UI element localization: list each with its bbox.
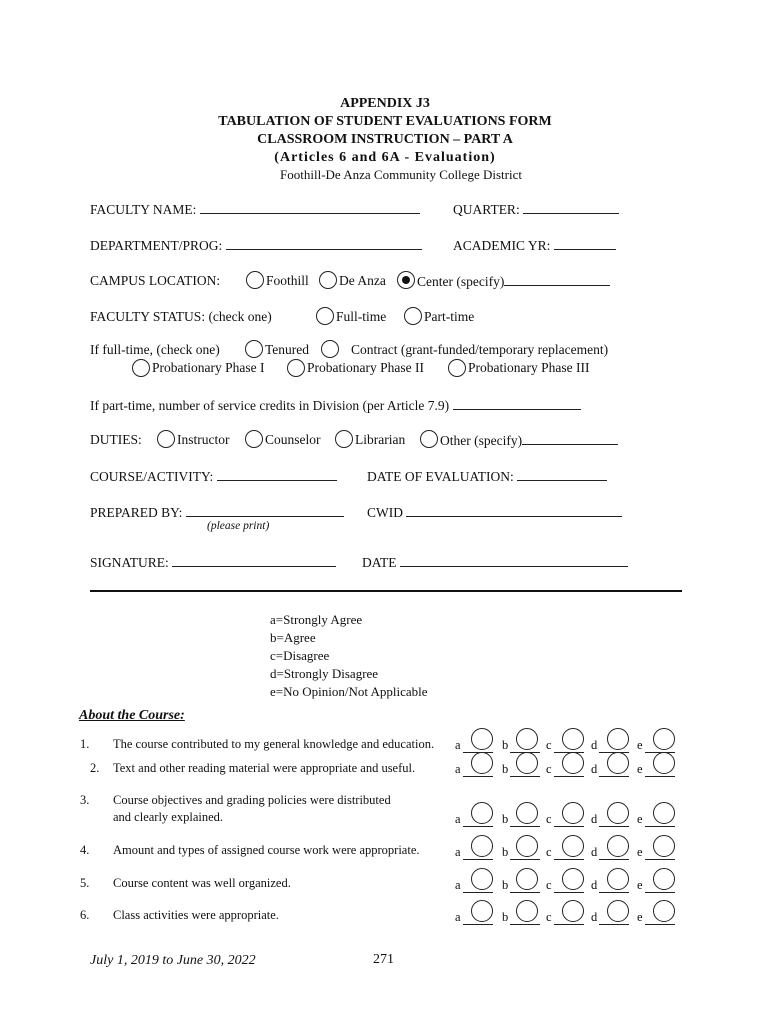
- question-text-continued: and clearly explained.: [113, 810, 224, 824]
- answer-c-radio[interactable]: [562, 900, 584, 922]
- answer-d-radio[interactable]: [607, 835, 629, 857]
- tenured-label: Tenured: [265, 342, 310, 357]
- duty-other-field[interactable]: [440, 432, 618, 449]
- option-underline: [510, 776, 540, 777]
- option-underline: [510, 859, 540, 860]
- contract-radio[interactable]: [321, 340, 339, 358]
- option-letter-d: d: [591, 878, 598, 892]
- option-letter-e: e: [637, 910, 643, 924]
- prepared-by-label: PREPARED BY:: [90, 505, 183, 520]
- option-letter-b: b: [502, 762, 509, 776]
- campus-center-label: Center (specify): [417, 274, 505, 289]
- articles-line: (Articles 6 and 6A - Evaluation): [274, 150, 496, 165]
- duty-librarian-label: Librarian: [355, 432, 406, 447]
- answer-a-radio[interactable]: [471, 728, 493, 750]
- option-letter-a: a: [455, 738, 461, 752]
- option-letter-c: c: [546, 910, 552, 924]
- course-activity-label: COURSE/ACTIVITY:: [90, 469, 214, 484]
- appendix-title: APPENDIX J3: [340, 96, 430, 111]
- answer-c-radio[interactable]: [562, 802, 584, 824]
- answer-b-radio[interactable]: [516, 728, 538, 750]
- duty-other-label: Other (specify): [440, 433, 523, 448]
- duty-other-radio[interactable]: [420, 430, 438, 448]
- legend-b: b=Agree: [270, 630, 316, 645]
- answer-b-radio[interactable]: [516, 868, 538, 890]
- option-letter-a: a: [455, 812, 461, 826]
- department-field[interactable]: [90, 237, 422, 254]
- answer-e-radio[interactable]: [653, 835, 675, 857]
- probation-3-radio[interactable]: [448, 359, 466, 377]
- quarter-input[interactable]: [523, 201, 619, 214]
- legend-d: d=Strongly Disagree: [270, 666, 379, 681]
- answer-d-radio[interactable]: [607, 728, 629, 750]
- question-text: The course contributed to my general knowledge and education.: [113, 737, 435, 751]
- parttime-credits-field[interactable]: [90, 397, 581, 414]
- date-field[interactable]: [362, 554, 628, 571]
- question-number: 4.: [80, 843, 90, 857]
- option-underline: [599, 892, 629, 893]
- option-underline: [510, 924, 540, 925]
- form-subtitle: CLASSROOM INSTRUCTION – PART A: [257, 132, 513, 147]
- duty-librarian-radio[interactable]: [335, 430, 353, 448]
- answer-a-radio[interactable]: [471, 752, 493, 774]
- duty-counselor-radio[interactable]: [245, 430, 263, 448]
- answer-a-radio[interactable]: [471, 868, 493, 890]
- campus-deanza-radio[interactable]: [319, 271, 337, 289]
- status-fulltime-label: Full-time: [336, 309, 387, 324]
- legend-e: e=No Opinion/Not Applicable: [270, 684, 428, 699]
- campus-center-field[interactable]: [417, 273, 610, 290]
- option-underline: [554, 924, 584, 925]
- option-underline: [645, 859, 675, 860]
- answer-e-radio[interactable]: [653, 900, 675, 922]
- option-letter-e: e: [637, 738, 643, 752]
- course-activity-input[interactable]: [217, 468, 337, 481]
- campus-foothill-radio[interactable]: [246, 271, 264, 289]
- answer-a-radio[interactable]: [471, 900, 493, 922]
- option-letter-c: c: [546, 738, 552, 752]
- prepared-by-input[interactable]: [186, 504, 344, 517]
- option-letter-d: d: [591, 910, 598, 924]
- parttime-credits-input[interactable]: [453, 397, 581, 410]
- question-number: 2.: [90, 761, 100, 775]
- cwid-label: CWID: [367, 505, 403, 520]
- footer-dates: July 1, 2019 to June 30, 2022: [90, 953, 256, 968]
- signature-field[interactable]: [90, 554, 336, 571]
- tenured-radio[interactable]: [245, 340, 263, 358]
- contract-label: Contract (grant-funded/temporary replacement): [351, 342, 609, 357]
- department-label: DEPARTMENT/PROG:: [90, 238, 223, 253]
- signature-input[interactable]: [172, 554, 336, 567]
- answer-e-radio[interactable]: [653, 752, 675, 774]
- answer-d-radio[interactable]: [607, 752, 629, 774]
- please-print-note: (please print): [207, 520, 270, 532]
- question-text: Course objectives and grading policies were distributed: [113, 793, 391, 807]
- option-underline: [463, 776, 493, 777]
- campus-location-label: CAMPUS LOCATION:: [90, 273, 221, 288]
- legend-a: a=Strongly Agree: [270, 612, 363, 627]
- option-letter-d: d: [591, 812, 598, 826]
- option-underline: [645, 892, 675, 893]
- section-title: About the Course:: [79, 708, 185, 723]
- quarter-field[interactable]: [453, 201, 619, 218]
- fulltime-label: If full-time, (check one): [90, 342, 220, 357]
- option-letter-a: a: [455, 878, 461, 892]
- option-underline: [554, 776, 584, 777]
- campus-deanza-label: De Anza: [339, 273, 386, 288]
- academic-yr-label: ACADEMIC YR:: [453, 238, 551, 253]
- status-fulltime-radio[interactable]: [316, 307, 334, 325]
- option-underline: [554, 892, 584, 893]
- date-input[interactable]: [400, 554, 628, 567]
- cwid-field[interactable]: [367, 504, 622, 521]
- option-letter-d: d: [591, 762, 598, 776]
- option-letter-b: b: [502, 812, 509, 826]
- probation-3-label: Probationary Phase III: [468, 360, 590, 375]
- option-letter-b: b: [502, 845, 509, 859]
- course-activity-field[interactable]: [90, 468, 337, 485]
- option-letter-e: e: [637, 878, 643, 892]
- answer-a-radio[interactable]: [471, 802, 493, 824]
- option-letter-c: c: [546, 845, 552, 859]
- option-underline: [463, 892, 493, 893]
- status-parttime-label: Part-time: [424, 309, 475, 324]
- faculty-name-label: FACULTY NAME:: [90, 202, 197, 217]
- answer-b-radio[interactable]: [516, 835, 538, 857]
- option-underline: [463, 924, 493, 925]
- option-underline: [599, 924, 629, 925]
- option-letter-c: c: [546, 878, 552, 892]
- option-underline: [599, 826, 629, 827]
- question-number: 6.: [80, 908, 90, 922]
- probation-2-radio[interactable]: [287, 359, 305, 377]
- question-number: 1.: [80, 737, 90, 751]
- date-label: DATE: [362, 555, 397, 570]
- question-number: 3.: [80, 793, 90, 807]
- option-letter-c: c: [546, 762, 552, 776]
- answer-e-radio[interactable]: [653, 802, 675, 824]
- answer-d-radio[interactable]: [607, 802, 629, 824]
- option-letter-d: d: [591, 738, 598, 752]
- answer-b-radio[interactable]: [516, 752, 538, 774]
- faculty-name-field[interactable]: [90, 201, 420, 218]
- quarter-label: QUARTER:: [453, 202, 520, 217]
- page-number: 271: [373, 952, 394, 967]
- campus-center-input[interactable]: [504, 273, 610, 286]
- option-underline: [554, 859, 584, 860]
- question-text: Amount and types of assigned course work were appropriate.: [113, 843, 420, 857]
- campus-center-radio[interactable]: [397, 271, 415, 289]
- answer-d-radio[interactable]: [607, 868, 629, 890]
- answer-c-radio[interactable]: [562, 728, 584, 750]
- duties-label: DUTIES:: [90, 432, 142, 447]
- duty-instructor-label: Instructor: [177, 432, 230, 447]
- signature-label: SIGNATURE:: [90, 555, 169, 570]
- option-underline: [463, 859, 493, 860]
- duty-other-input[interactable]: [522, 432, 618, 445]
- question-text: Course content was well organized.: [113, 876, 291, 890]
- date-of-eval-label: DATE OF EVALUATION:: [367, 469, 514, 484]
- section-divider: [90, 590, 682, 592]
- option-underline: [599, 859, 629, 860]
- option-underline: [645, 826, 675, 827]
- question-number: 5.: [80, 876, 90, 890]
- faculty-name-input[interactable]: [200, 201, 420, 214]
- option-letter-e: e: [637, 845, 643, 859]
- probation-2-label: Probationary Phase II: [307, 360, 424, 375]
- option-letter-a: a: [455, 762, 461, 776]
- option-letter-b: b: [502, 910, 509, 924]
- question-text: Class activities were appropriate.: [113, 908, 279, 922]
- date-of-eval-field[interactable]: [367, 468, 607, 485]
- district-name: Foothill-De Anza Community College District: [280, 167, 522, 182]
- answer-e-radio[interactable]: [653, 728, 675, 750]
- option-letter-c: c: [546, 812, 552, 826]
- answer-c-radio[interactable]: [562, 835, 584, 857]
- option-letter-e: e: [637, 812, 643, 826]
- department-input[interactable]: [226, 237, 422, 250]
- legend-c: c=Disagree: [270, 648, 330, 663]
- parttime-credits-label: If part-time, number of service credits in Division (per Article 7.9): [90, 398, 450, 413]
- date-of-eval-input[interactable]: [517, 468, 607, 481]
- option-letter-e: e: [637, 762, 643, 776]
- prepared-by-field[interactable]: [90, 504, 344, 521]
- option-letter-a: a: [455, 845, 461, 859]
- campus-foothill-label: Foothill: [266, 273, 309, 288]
- duty-instructor-radio[interactable]: [157, 430, 175, 448]
- academic-yr-input[interactable]: [554, 237, 616, 250]
- duty-counselor-label: Counselor: [265, 432, 321, 447]
- answer-a-radio[interactable]: [471, 835, 493, 857]
- answer-b-radio[interactable]: [516, 900, 538, 922]
- answer-c-radio[interactable]: [562, 752, 584, 774]
- option-underline: [645, 924, 675, 925]
- option-underline: [554, 826, 584, 827]
- option-letter-d: d: [591, 845, 598, 859]
- option-underline: [463, 826, 493, 827]
- option-underline: [510, 826, 540, 827]
- probation-1-radio[interactable]: [132, 359, 150, 377]
- cwid-input[interactable]: [406, 504, 622, 517]
- answer-c-radio[interactable]: [562, 868, 584, 890]
- answer-e-radio[interactable]: [653, 868, 675, 890]
- status-parttime-radio[interactable]: [404, 307, 422, 325]
- option-underline: [510, 892, 540, 893]
- option-underline: [645, 776, 675, 777]
- faculty-status-label: FACULTY STATUS: (check one): [90, 309, 272, 324]
- question-text: Text and other reading material were appropriate and useful.: [113, 761, 416, 775]
- option-letter-b: b: [502, 738, 509, 752]
- option-letter-a: a: [455, 910, 461, 924]
- academic-yr-field[interactable]: [453, 237, 616, 254]
- option-letter-b: b: [502, 878, 509, 892]
- answer-b-radio[interactable]: [516, 802, 538, 824]
- answer-d-radio[interactable]: [607, 900, 629, 922]
- form-title: TABULATION OF STUDENT EVALUATIONS FORM: [218, 114, 552, 129]
- probation-1-label: Probationary Phase I: [152, 360, 265, 375]
- option-underline: [599, 776, 629, 777]
